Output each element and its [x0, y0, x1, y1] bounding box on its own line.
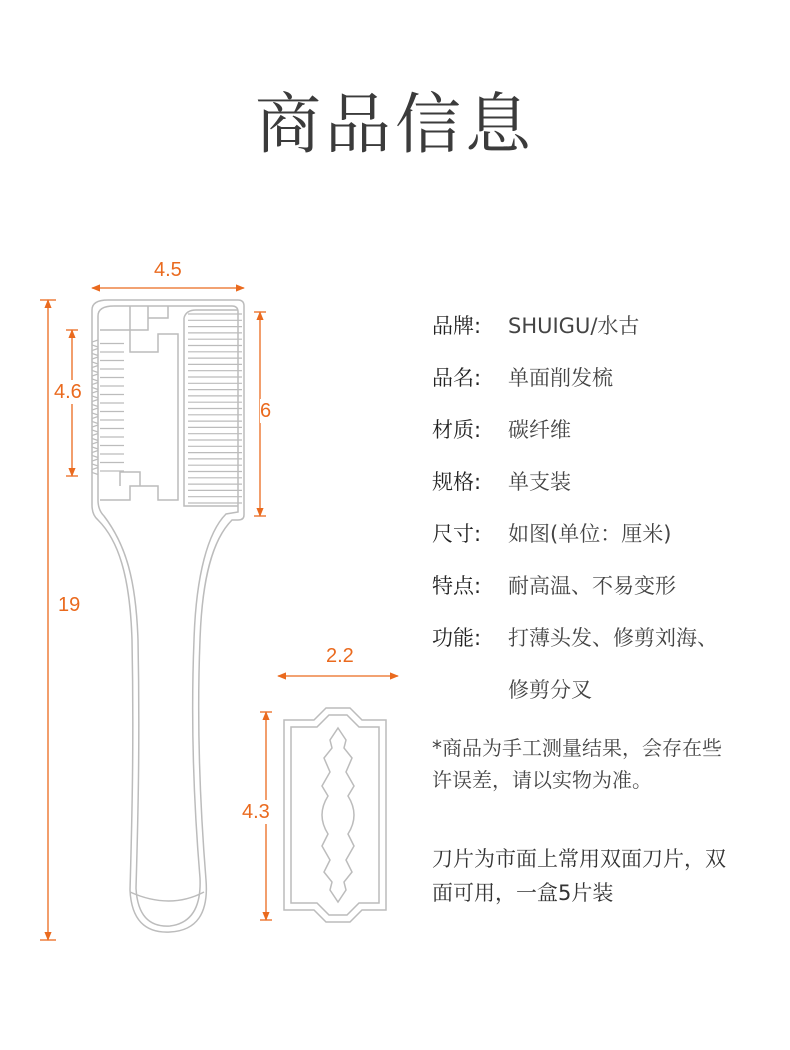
spec-value: 打薄头发、修剪刘海、	[508, 626, 718, 650]
dim-teeth-height: 6	[260, 400, 272, 422]
blade-tooth	[92, 451, 98, 458]
blade-tooth	[92, 340, 98, 347]
blade-tooth	[92, 391, 98, 398]
blade-tooth	[92, 425, 98, 432]
dimension-lines	[40, 288, 398, 940]
spec-row-specification	[432, 472, 571, 493]
spec-key: 规格:	[432, 470, 482, 494]
spec-key: 材质:	[432, 418, 482, 442]
blade-tooth	[92, 408, 98, 415]
dim-blade-section-height: 4.6	[54, 381, 82, 403]
blade-note: 刀片为市面上常用双面刀片，双面可用，一盒5片装	[432, 847, 726, 905]
blade-tooth	[92, 366, 98, 373]
spec-row-brand	[432, 316, 639, 337]
spec-value: 单面削发梳	[508, 366, 613, 390]
spec-key: 特点:	[432, 574, 482, 598]
comb-teeth	[188, 314, 242, 503]
measurement-note: *商品为手工测量结果，会存在些许误差，请以实物为准。	[432, 736, 722, 792]
blade-tooth	[92, 468, 98, 475]
spec-value: 碳纤维	[508, 418, 571, 442]
spec-row-product-name	[432, 368, 613, 389]
page-title: 商品信息	[255, 86, 535, 163]
blade-tooth	[92, 459, 98, 466]
blade-tooth	[92, 400, 98, 407]
blade-tooth	[92, 417, 98, 424]
dim-blade-width: 2.2	[326, 645, 354, 667]
blade-tooth	[92, 349, 98, 356]
spec-row-material	[432, 420, 571, 441]
spec-key: 品名:	[432, 366, 482, 390]
blade-tooth	[92, 357, 98, 364]
dim-comb-head-width: 4.5	[154, 259, 182, 281]
spec-row-features	[432, 576, 676, 597]
spec-key: 品牌:	[432, 314, 482, 338]
blade-tooth	[92, 434, 98, 441]
spec-value: 单支装	[508, 470, 571, 494]
dim-total-length: 19	[58, 594, 81, 616]
spec-value: 如图(单位：厘米)	[508, 522, 672, 546]
spec-value: SHUIGU/水古	[508, 314, 640, 338]
spec-key: 功能:	[432, 626, 482, 650]
spec-row-size	[432, 524, 671, 545]
dim-blade-height: 4.3	[242, 801, 270, 823]
spec-key: 尺寸:	[432, 522, 482, 546]
spec-value: 耐高温、不易变形	[508, 574, 676, 598]
blade-tooth	[92, 383, 98, 390]
blade-teeth	[92, 340, 124, 475]
razor-blade	[284, 708, 386, 922]
spec-value: 修剪分叉	[508, 678, 592, 702]
blade-tooth	[92, 374, 98, 381]
spec-row-function-cont	[432, 680, 592, 701]
spec-row-function	[432, 628, 718, 649]
blade-tooth	[92, 442, 98, 449]
